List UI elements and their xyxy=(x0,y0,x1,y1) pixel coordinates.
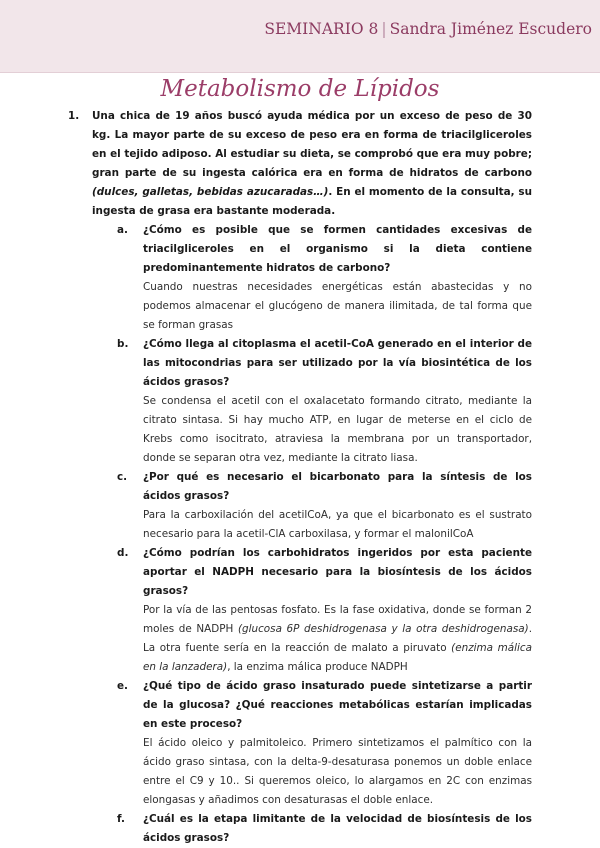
course-label: SEMINARIO 8 xyxy=(264,20,379,38)
sub-question-text: ¿Cuál es la etapa limitante de la velocidad de biosíntesis de los ácidos grasos? xyxy=(143,813,532,844)
sub-question-answer: Cuando nuestras necesidades energéticas están abastecidas y no podemos almacenar el glucógeno de manera ilimitada, de tal forma que se forman grasas xyxy=(143,281,532,331)
sub-question-f xyxy=(117,810,532,848)
header-separator: | xyxy=(381,20,387,38)
sub-question-answer: Se condensa el acetil con el oxalacetato formando citrato, mediante la citrato sintasa. Si hay mucho ATP, en lugar de meterse en el ciclo de Krebs como isocitrato, atraviesa la membrana por un transportador, donde se separan otra vez, mediante la citrato liasa. xyxy=(143,395,532,464)
sub-question-answer: Para la carboxilación del acetilCoA, ya que el bicarbonato es el sustrato necesario para la acetil-ClA carboxilasa, y formar el malonilCoA xyxy=(143,509,532,540)
sub-question-text: ¿Cómo podrían los carbohidratos ingeridos por esta paciente aportar el NADPH necesario para la biosíntesis de los ácidos grasos? xyxy=(143,547,532,597)
sub-question-letter: d. xyxy=(117,547,129,559)
answer-part-1: Por la vía de las pentosas fosfato. Es la fase oxidativa, donde se forman 2 moles de NADPH xyxy=(143,604,532,635)
question-statement xyxy=(92,107,532,221)
answer-part-3: , la enzima málica produce NADPH xyxy=(227,661,408,673)
sub-question-letter: e. xyxy=(117,680,128,692)
sub-question-answer: El ácido oleico y palmitoleico. Primero sintetizamos el palmítico con la ácido graso sintasa, con la delta-9-desaturasa ponemos un doble enlace entre el C9 y 10.. Si queremos oleico, lo alargamos en 2C con enzimas elongasas y añadimos con desaturasas el doble enlace. xyxy=(143,737,532,806)
question-text-part-2: . En el momento de la consulta, su ingesta de grasa era bastante moderada. xyxy=(92,186,532,217)
sub-question-letter: f. xyxy=(117,813,125,825)
header-text xyxy=(264,20,592,38)
sub-question-text: ¿Qué tipo de ácido graso insaturado puede sintetizarse a partir de la glucosa? ¿Qué reacciones metabólicas estarían implicadas en este proceso? xyxy=(143,680,532,730)
sub-question-list xyxy=(92,221,532,848)
sub-question-text: ¿Cómo es posible que se formen cantidades excesivas de triacilgliceroles en el organismo si la dieta contiene predominantemente hidratos de carbono? xyxy=(143,224,532,274)
sub-question-letter: b. xyxy=(117,338,129,350)
sub-question-text: ¿Por qué es necesario el bicarbonato para la síntesis de los ácidos grasos? xyxy=(143,471,532,502)
author-name: Sandra Jiménez Escudero xyxy=(389,20,592,38)
sub-question-letter: a. xyxy=(117,224,128,236)
sub-question-c xyxy=(117,468,532,544)
answer-italic-2: (enzima málica en la lanzadera) xyxy=(143,642,532,673)
document-body xyxy=(68,107,532,848)
header-band xyxy=(0,0,600,73)
sub-question-text: ¿Cómo llega al citoplasma el acetil-CoA generado en el interior de las mitocondrias para ser utilizado por la vía biosintética de los ácidos grasos? xyxy=(143,338,532,388)
answer-italic-1: (glucosa 6P deshidrogenasa y la otra deshidrogenasa) xyxy=(237,623,529,635)
answer-part-2: . La otra fuente sería en la reacción de malato a piruvato xyxy=(143,623,532,654)
question-1 xyxy=(68,107,532,221)
sub-question-letter: c. xyxy=(117,471,128,483)
question-text-italic: (dulces, galletas, bebidas azucaradas…) xyxy=(92,186,329,198)
sub-question-b xyxy=(117,335,532,468)
sub-question-e xyxy=(117,677,532,810)
question-text-part-1: Una chica de 19 años buscó ayuda médica por un exceso de peso de 30 kg. La mayor parte de su exceso de peso era en forma de triacilgliceroles en el tejido adiposo. Al estudiar su dieta, se comprobó que era muy pobre; gran parte de su ingesta calórica era en forma de hidratos de carbono xyxy=(92,110,532,179)
sub-question-d xyxy=(117,544,532,677)
page-title: Metabolismo de Lípidos xyxy=(160,76,440,102)
sub-question-answer xyxy=(143,601,532,677)
question-number: 1. xyxy=(68,110,80,122)
sub-question-a xyxy=(117,221,532,335)
